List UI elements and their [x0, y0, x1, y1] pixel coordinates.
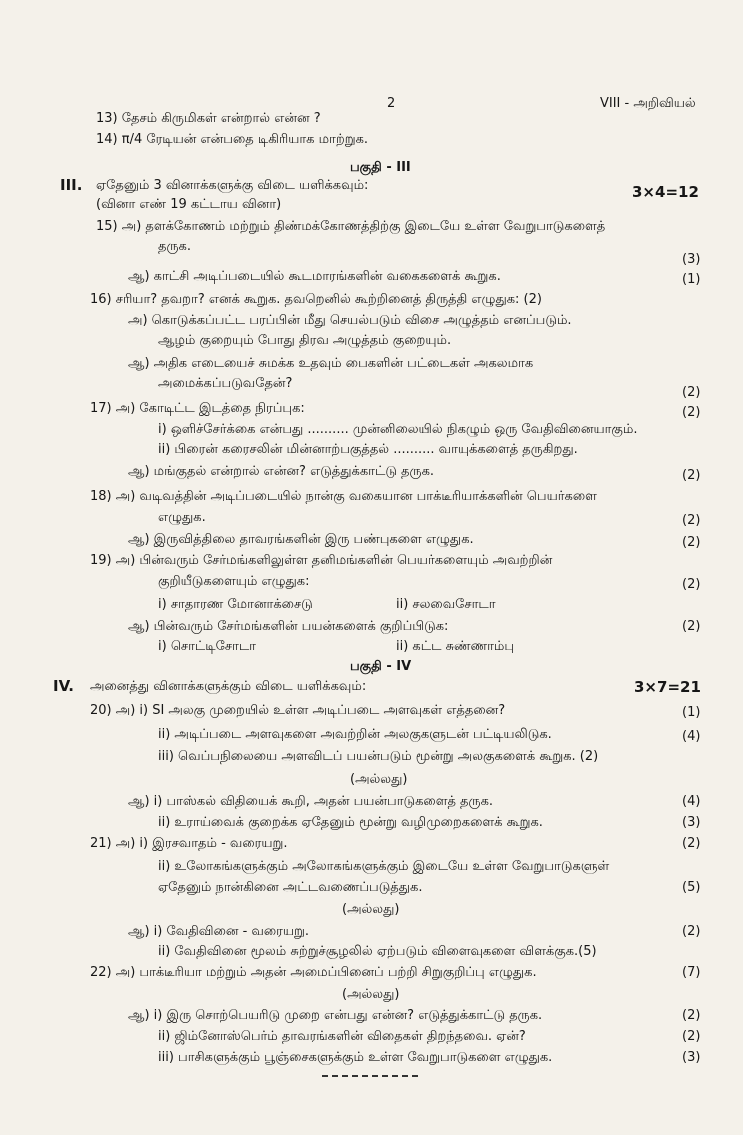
question-line: ஆ) பின்வரும் சேர்மங்களின் பயன்களைக் குறிப்பிடுக: [128, 619, 449, 634]
subject-label: VIII - அறிவியல் [600, 96, 696, 111]
question-line: i) சாதாரண மோனாக்சைடு [158, 597, 313, 612]
marks-label: (2) [682, 535, 701, 550]
or-separator: (அல்லது) [350, 772, 408, 787]
end-divider [322, 1075, 418, 1077]
question-line: அ) கொடுக்கப்பட்ட பரப்பின் மீது செயல்படும் விசை அழுத்தம் எனப்படும். [128, 313, 572, 328]
question-line: 13) தேசம் கிருமிகள் என்றால் என்ன ? [96, 111, 321, 126]
question-line: ii) உலோகங்களுக்கும் அலோகங்களுக்கும் இடையே உள்ள வேறுபாடுகளுள் [158, 859, 610, 874]
question-line: ii) உராய்வைக் குறைக்க ஏதேனும் மூன்று வழிமுறைகளைக் கூறுக. [158, 815, 543, 830]
marks-label: (4) [682, 729, 701, 744]
question-line: iii) பாசிகளுக்கும் பூஞ்சைகளுக்கும் உள்ள வேறுபாடுகளை எழுதுக. [158, 1050, 553, 1065]
question-line: ஏதேனும் நான்கினை அட்டவணைப்படுத்துக. [158, 880, 423, 895]
marks-label: (2) [682, 1029, 701, 1044]
question-line: 21) அ) i) இரசவாதம் - வரையறு. [90, 836, 288, 851]
question-line: ஆ) காட்சி அடிப்படையில் கூடமாரங்களின் வகைகளைக் கூறுக. [128, 269, 501, 284]
section-numeral: III. [60, 176, 83, 194]
question-line: அமைக்கப்படுவதேன்? [158, 376, 293, 391]
marks-label: (1) [682, 705, 701, 720]
marks-label: (2) [682, 385, 701, 400]
marks-label: (3) [682, 1050, 701, 1065]
question-line: 17) அ) கோடிட்ட இடத்தை நிரப்புக: [90, 401, 305, 416]
question-line: 14) π/4 ரேடியன் என்பதை டிகிரியாக மாற்றுக. [96, 132, 369, 147]
marks-label: (2) [682, 1008, 701, 1023]
page-number: 2 [387, 96, 396, 111]
question-line: 16) சரியா? தவறா? எனக் கூறுக. தவறெனில் கூற்றினைத் திருத்தி எழுதுக: (2) [90, 292, 542, 307]
question-line: ஆ) i) பாஸ்கல் விதியைக் கூறி, அதன் பயன்பாடுகளைத் தருக. [128, 794, 494, 809]
question-line: ஆ) i) வேதிவினை - வரையறு. [128, 924, 310, 939]
marks-label: (2) [682, 405, 701, 420]
section-instruction: (வினா எண் 19 கட்டாய வினா) [96, 197, 282, 212]
question-line: ii) பிரைன் கரைசலின் மின்னாற்பகுத்தல் .......... வாயுக்களைத் தருகிறது. [158, 442, 578, 457]
question-line: i) சொட்டிசோடா [158, 639, 256, 654]
question-line: ii) சலவைசோடா [396, 597, 496, 612]
marks-label: (3) [682, 815, 701, 830]
question-line: 20) அ) i) SI அலகு முறையில் உள்ள அடிப்படை அளவுகள் எத்தனை? [90, 703, 506, 718]
marks-label: (5) [682, 880, 701, 895]
marks-label: (3) [682, 252, 701, 267]
question-line: ஆழம் குறையும் போது திரவ அழுத்தம் குறையும். [158, 333, 452, 348]
section-heading: பகுதி - III [350, 160, 411, 175]
question-line: ii) வேதிவினை மூலம் சுற்றுச்சூழலில் ஏற்படும் விளைவுகளை விளக்குக.(5) [158, 944, 597, 959]
section-instruction: ஏதேனும் 3 வினாக்களுக்கு விடை யளிக்கவும்: [96, 178, 369, 193]
marks-label: (2) [682, 577, 701, 592]
section-marks: 3×7=21 [634, 678, 701, 696]
question-line: ஆ) i) இரு சொற்பெயரிடு முறை என்பது என்ன? எடுத்துக்காட்டு தருக. [128, 1008, 543, 1023]
question-line: ii) ஜிம்னோஸ்பெர்ம் தாவரங்களின் விதைகள் திறந்தவை. ஏன்? [158, 1029, 526, 1044]
marks-label: (2) [682, 513, 701, 528]
question-line: ii) கட்ட சுண்ணாம்பு [396, 639, 515, 654]
question-line: எழுதுக. [158, 510, 206, 525]
marks-label: (7) [682, 965, 701, 980]
question-line: ஆ) மங்குதல் என்றால் என்ன? எடுத்துக்காட்டு தருக. [128, 464, 435, 479]
question-line: தருக. [158, 239, 191, 254]
marks-label: (2) [682, 468, 701, 483]
question-line: 22) அ) பாக்டீரியா மற்றும் அதன் அமைப்பினைப் பற்றி சிறுகுறிப்பு எழுதுக. [90, 965, 537, 980]
section-marks: 3×4=12 [632, 183, 699, 201]
question-line: 19) அ) பின்வரும் சேர்மங்களிலுள்ள தனிமங்களின் பெயர்களையும் அவற்றின் [90, 553, 553, 568]
section-instruction: அனைத்து வினாக்களுக்கும் விடை யளிக்கவும்: [90, 679, 367, 694]
or-separator: (அல்லது) [342, 902, 400, 917]
question-line: ii) அடிப்படை அளவுகளை அவற்றின் அலகுகளுடன் பட்டியலிடுக. [158, 727, 552, 742]
question-line: i) ஒளிச்சேர்க்கை என்பது .......... முன்னிலையில் நிகழும் ஒரு வேதிவினையாகும். [158, 422, 638, 437]
question-line: 18) அ) வடிவத்தின் அடிப்படையில் நான்கு வகையான பாக்டீரியாக்களின் பெயர்களை [90, 489, 597, 504]
marks-label: (4) [682, 794, 701, 809]
question-line: 15) அ) தளக்கோணம் மற்றும் திண்மக்கோணத்திற்கு இடையே உள்ள வேறுபாடுகளைத் [96, 219, 606, 234]
section-heading: பகுதி - IV [350, 659, 412, 674]
question-line: குறியீடுகளையும் எழுதுக: [158, 574, 310, 589]
marks-label: (2) [682, 924, 701, 939]
marks-label: (1) [682, 272, 701, 287]
marks-label: (2) [682, 836, 701, 851]
marks-label: (2) [682, 619, 701, 634]
question-line: ஆ) அதிக எடையைச் சுமக்க உதவும் பைகளின் பட்டைகள் அகலமாக [128, 356, 534, 371]
question-line: ஆ) இருவித்திலை தாவரங்களின் இரு பண்புகளை எழுதுக. [128, 532, 474, 547]
question-line: iii) வெப்பநிலையை அளவிடப் பயன்படும் மூன்று அலகுகளைக் கூறுக. (2) [158, 749, 599, 764]
section-numeral: IV. [53, 677, 74, 695]
or-separator: (அல்லது) [342, 987, 400, 1002]
